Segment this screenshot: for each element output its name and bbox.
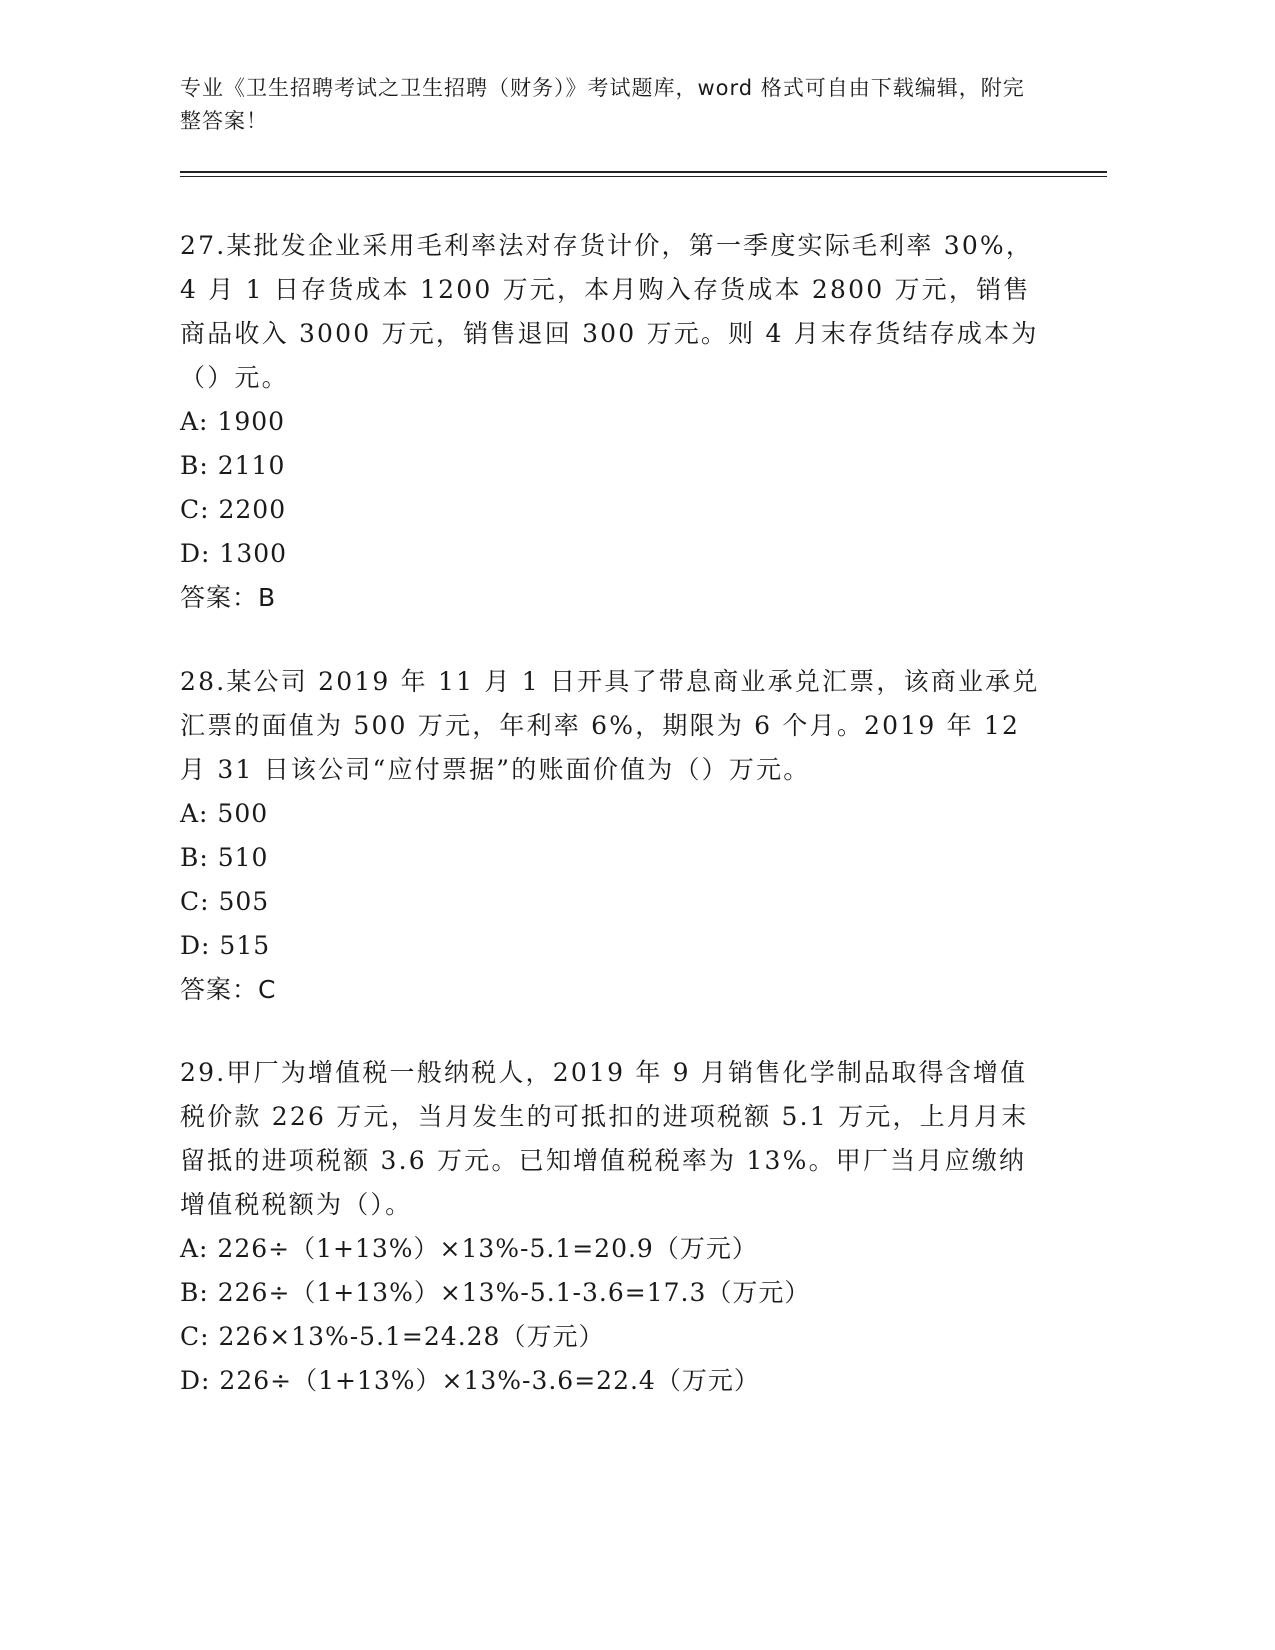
option-a: A: 226÷（1+13%）×13%-5.1=20.9（万元） xyxy=(180,1234,758,1263)
header-divider-thin xyxy=(180,176,1107,177)
option-d: D: 515 xyxy=(180,931,271,960)
option-b: B: 226÷（1+13%）×13%-5.1-3.6=17.3（万元） xyxy=(180,1278,811,1307)
option-c: C: 226×13%-5.1=24.28（万元） xyxy=(180,1322,605,1351)
question-stem: 27.某批发企业采用毛利率法对存货计价，第一季度实际毛利率 30%，4 月 1 日存货成本 1200 万元，本月购入存货成本 2800 万元，销售商品收入 3000 万元，销售退回 300 万元。则 4 月末存货结存成本为（）元。 xyxy=(180,231,1039,392)
option-c: C: 505 xyxy=(180,887,270,916)
option-a: A: 1900 xyxy=(180,407,286,436)
option-a: A: 500 xyxy=(180,799,269,828)
document-header: 专业《卫生招聘考试之卫生招聘（财务）》考试题库，word 格式可自由下载编辑，附完整答案！ xyxy=(180,76,1025,133)
question-27 xyxy=(180,224,1040,620)
answer-line: 答案：C xyxy=(180,975,277,1004)
question-stem: 28.某公司 2019 年 11 月 1 日开具了带息商业承兑汇票，该商业承兑汇票的面值为 500 万元，年利率 6%，期限为 6 个月。2019 年 12 月 31 日该公司“应付票据”的账面价值为（）万元。 xyxy=(180,667,1040,784)
option-d: D: 1300 xyxy=(180,539,288,568)
header-divider-thick xyxy=(180,171,1107,173)
question-stem: 29.甲厂为增值税一般纳税人，2019 年 9 月销售化学制品取得含增值税价款 226 万元，当月发生的可抵扣的进项税额 5.1 万元，上月月末留抵的进项税额 3.6 万元。已知增值税税率为 13%。甲厂当月应缴纳增值税税额为（）。 xyxy=(180,1058,1029,1219)
answer-line: 答案：B xyxy=(180,583,277,612)
option-b: B: 2110 xyxy=(180,451,286,480)
option-d: D: 226÷（1+13%）×13%-3.6=22.4（万元） xyxy=(180,1366,760,1395)
option-c: C: 2200 xyxy=(180,495,287,524)
question-29 xyxy=(180,1051,1040,1403)
option-b: B: 510 xyxy=(180,843,269,872)
question-28 xyxy=(180,660,1040,1012)
